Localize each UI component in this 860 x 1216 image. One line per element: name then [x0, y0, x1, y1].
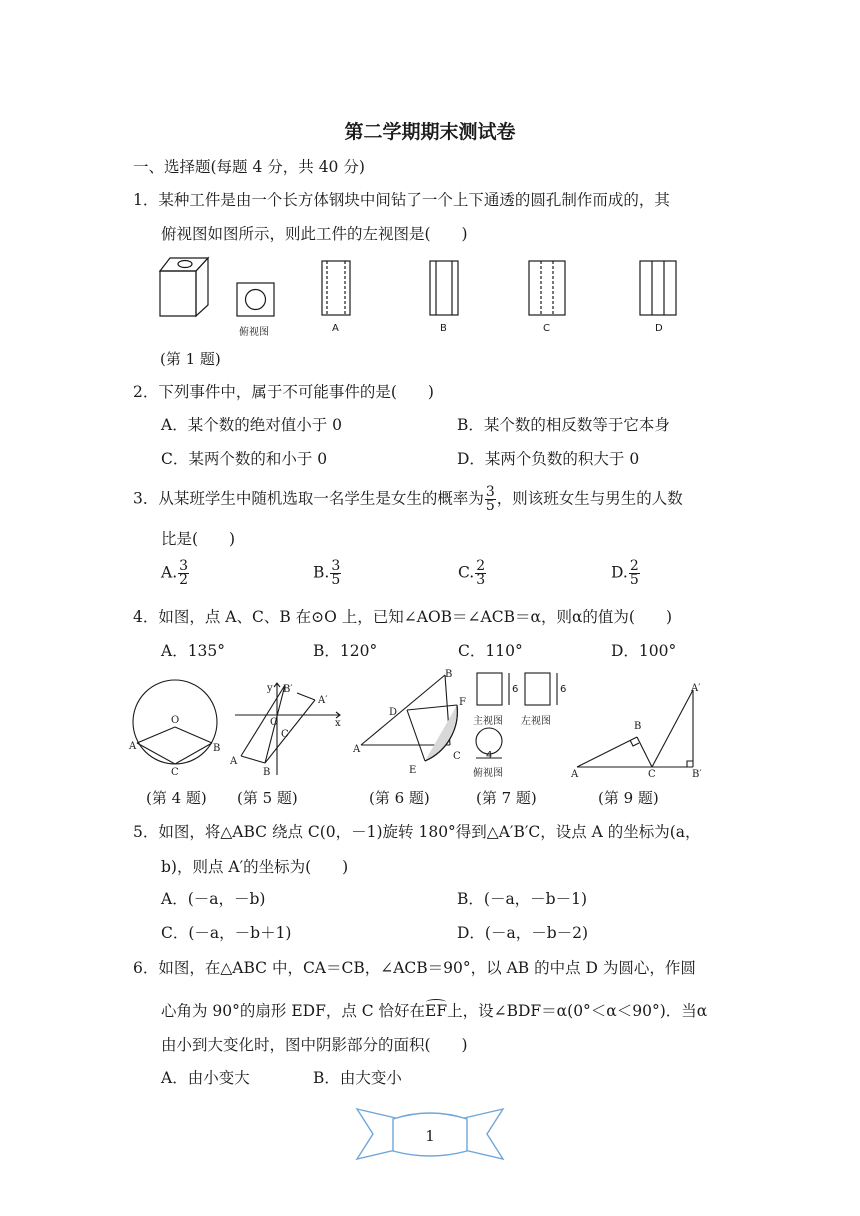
fraction-numerator: 3 — [485, 484, 495, 500]
q6-line2-post: 上，设∠BDF＝α(0°＜α＜90°)．当α — [447, 1002, 708, 1020]
fraction-denominator: 2 — [179, 572, 189, 588]
q3-stem-line2: 比是( ) — [161, 530, 236, 548]
q1-option-c-label: C — [543, 323, 550, 334]
svg-text:C: C — [648, 769, 656, 780]
svg-text:A′: A′ — [691, 683, 701, 694]
q6-stem-line2 — [161, 1001, 707, 1021]
svg-text:E: E — [409, 765, 417, 776]
q6-arc-ef: EF — [425, 1002, 448, 1020]
svg-text:C: C — [171, 767, 179, 778]
svg-text:A: A — [230, 756, 238, 767]
option-fraction — [475, 560, 486, 587]
q4-option-a: A．135° — [161, 642, 226, 660]
q7-left-view-label: 左视图 — [521, 716, 551, 727]
q4-stem: 4．如图，点 A、C、B 在⊙O 上，已知∠AOB＝∠ACB＝α，则α的值为( ) — [133, 608, 673, 626]
q1-stem-line1: 1．某种工件是由一个长方体钢块中间钻了一个上下通透的圆孔制作而成的，其 — [133, 191, 670, 209]
option-label: B. — [313, 563, 330, 582]
svg-text:B: B — [445, 669, 453, 680]
option-fraction — [330, 560, 341, 587]
fraction-numerator: 3 — [331, 558, 341, 574]
q6-stem-line3: 由小到大变化时，图中阴影部分的面积( ) — [161, 1036, 468, 1054]
svg-text:A′: A′ — [318, 695, 328, 706]
fraction-numerator: 3 — [179, 558, 189, 574]
svg-text:B′: B′ — [283, 684, 293, 695]
q2-stem: 2．下列事件中，属于不可能事件的是( ) — [133, 383, 434, 401]
q3-option-c — [458, 560, 487, 587]
q6-line2-pre: 心角为 90°的扇形 EDF，点 C 恰好在 — [161, 1002, 426, 1020]
q5-option-a: A．(－a，－b) — [161, 890, 266, 908]
q5-stem-line2: b)，则点 A′的坐标为( ) — [161, 858, 349, 876]
q6-stem-line1: 6．如图，在△ABC 中，CA＝CB，∠ACB＝90°，以 AB 的中点 D 为圆心，作圆 — [133, 959, 696, 977]
q3-option-d — [611, 560, 641, 587]
q9-caption: (第 9 题) — [598, 789, 659, 807]
q2-option-b: B．某个数的相反数等于它本身 — [457, 416, 670, 434]
q7-height-label-1: 6 — [512, 684, 519, 695]
option-fraction — [178, 560, 189, 587]
q1-figure — [155, 253, 695, 343]
svg-text:y: y — [267, 683, 273, 694]
q5-option-d: D．(－a，－b－2) — [457, 924, 589, 942]
svg-text:B: B — [634, 721, 642, 732]
page-title: 第二学期期末测试卷 — [344, 121, 516, 143]
svg-text:B′: B′ — [692, 769, 702, 780]
svg-text:B: B — [213, 743, 221, 754]
svg-text:F: F — [459, 697, 466, 708]
svg-text:A: A — [129, 741, 137, 752]
q5-caption: (第 5 题) — [237, 789, 298, 807]
q1-caption: (第 1 题) — [160, 350, 221, 368]
q4-option-c: C．110° — [458, 642, 523, 660]
q4-option-b: B．120° — [313, 642, 378, 660]
fraction-denominator: 5 — [331, 572, 341, 588]
q1-stem-line2: 俯视图如图所示，则此工件的左视图是( ) — [161, 225, 468, 243]
svg-text:A: A — [571, 769, 579, 780]
fraction-denominator: 5 — [485, 498, 495, 514]
q6-option-b: B．由大变小 — [313, 1069, 402, 1087]
q3-stem-post: ，则该班女生与男生的人数 — [496, 489, 683, 508]
svg-text:B: B — [263, 767, 271, 778]
q6-caption: (第 6 题) — [369, 789, 430, 807]
fraction-denominator: 3 — [476, 572, 486, 588]
q7-caption: (第 7 题) — [476, 789, 537, 807]
page-number: 1 — [425, 1127, 435, 1145]
option-label: D. — [611, 563, 628, 582]
q1-option-d-label: D — [655, 323, 663, 334]
q2-option-c: C．某两个数的和小于 0 — [161, 450, 328, 468]
fraction-denominator: 5 — [629, 572, 639, 588]
svg-text:D: D — [389, 707, 398, 718]
q1-option-a-label: A — [332, 323, 339, 334]
fraction-numerator: 2 — [476, 558, 486, 574]
q4-caption: (第 4 题) — [146, 789, 207, 807]
q2-option-d: D．某两个负数的积大于 0 — [457, 450, 640, 468]
q3-stem-line1 — [133, 486, 683, 513]
option-fraction — [629, 560, 640, 587]
q3-option-a — [161, 560, 190, 587]
q1-top-view-label: 俯视图 — [239, 327, 269, 338]
section-heading: 一、选择题(每题 4 分，共 40 分) — [133, 158, 365, 176]
q5-stem-line1: 5．如图，将△ABC 绕点 C(0，－1)旋转 180°得到△A′B′C，设点 A 的坐标为(a， — [133, 823, 701, 841]
svg-text:C: C — [281, 729, 289, 740]
q7-main-view-label: 主视图 — [473, 716, 503, 727]
q2-option-a: A．某个数的绝对值小于 0 — [161, 416, 342, 434]
q7-width-label: 4 — [486, 750, 493, 761]
q1-option-b-label: B — [440, 323, 447, 334]
svg-text:C: C — [453, 751, 461, 762]
q4-option-d: D．100° — [611, 642, 677, 660]
fraction-numerator: 2 — [629, 558, 639, 574]
q3-stem-fraction — [485, 486, 496, 513]
q7-top-view-label: 俯视图 — [473, 768, 503, 779]
q3-stem-pre: 3．从某班学生中随机选取一名学生是女生的概率为 — [133, 489, 484, 508]
svg-text:O: O — [171, 715, 180, 726]
q5-option-b: B．(－a，－b－1) — [457, 890, 588, 908]
option-label: A. — [161, 563, 178, 582]
svg-text:x: x — [335, 718, 341, 729]
q7-height-label-2: 6 — [560, 684, 567, 695]
svg-text:O: O — [270, 717, 279, 728]
svg-text:A: A — [353, 744, 361, 755]
q5-option-c: C．(－a，－b＋1) — [161, 924, 292, 942]
figures-row — [125, 665, 725, 785]
q3-option-b — [313, 560, 342, 587]
q6-option-a: A．由小变大 — [161, 1069, 250, 1087]
option-label: C. — [458, 563, 475, 582]
